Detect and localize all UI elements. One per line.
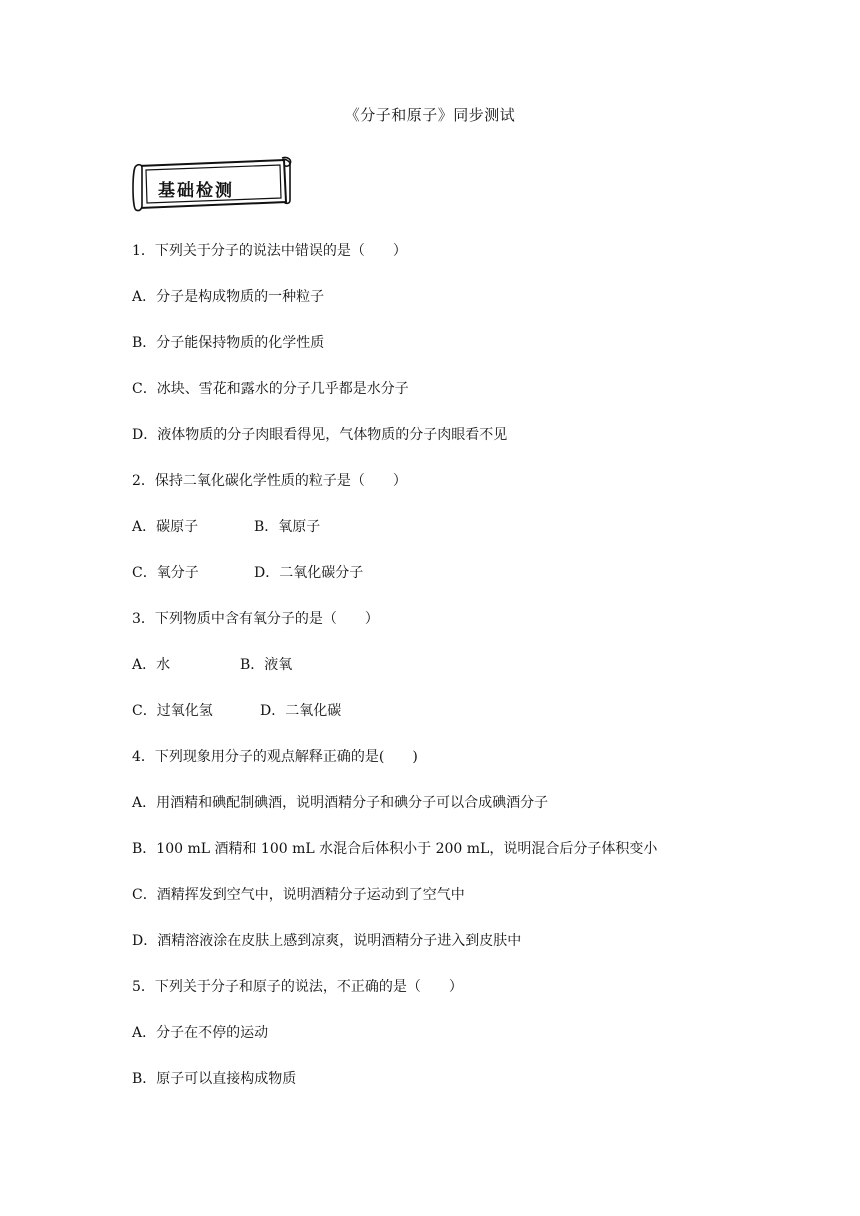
question-3-stem: 3．下列物质中含有氧分子的是（ ） xyxy=(132,611,379,627)
question-2-stem: 2．保持二氧化碳化学性质的粒子是（ ） xyxy=(132,473,407,489)
question-4-option-c: C．酒精挥发到空气中，说明酒精分子运动到了空气中 xyxy=(132,887,465,903)
question-4-option-d: D．酒精溶液涂在皮肤上感到凉爽，说明酒精分子进入到皮肤中 xyxy=(132,933,522,949)
question-5-option-b: B．原子可以直接构成物质 xyxy=(132,1071,297,1087)
question-5-stem: 5．下列关于分子和原子的说法，不正确的是（ ） xyxy=(132,979,463,995)
question-4-option-a: A．用酒精和碘配制碘酒，说明酒精分子和碘分子可以合成碘酒分子 xyxy=(132,795,549,811)
question-4-option-b: B．100 mL 酒精和 100 mL 水混合后体积小于 200 mL，说明混合后分子体积变小 xyxy=(132,841,658,857)
question-1-option-c: C．冰块、雪花和露水的分子几乎都是水分子 xyxy=(132,381,409,397)
question-2-option-c: C．氧分子 xyxy=(132,565,199,581)
section-banner-label: 基础检测 xyxy=(158,181,234,201)
question-3-option-c: C．过氧化氢 xyxy=(132,703,213,719)
question-3-option-d: D．二氧化碳 xyxy=(260,703,342,719)
question-5-option-a: A．分子在不停的运动 xyxy=(132,1025,269,1041)
question-2-option-d: D．二氧化碳分子 xyxy=(254,565,364,581)
question-2-option-b: B．氧原子 xyxy=(254,519,321,535)
question-1-option-d: D．液体物质的分子肉眼看得见，气体物质的分子肉眼看不见 xyxy=(132,427,508,443)
document-title: 《分子和原子》同步测试 xyxy=(344,106,516,124)
question-4-stem: 4．下列现象用分子的观点解释正确的是( ) xyxy=(132,749,418,765)
question-3-option-a: A．水 xyxy=(132,657,171,673)
question-3-option-b: B．液氧 xyxy=(240,657,293,673)
question-1-stem: 1．下列关于分子的说法中错误的是（ ） xyxy=(132,243,407,259)
question-1-option-b: B．分子能保持物质的化学性质 xyxy=(132,335,325,351)
question-2-option-a: A．碳原子 xyxy=(132,519,199,535)
section-banner xyxy=(132,154,296,214)
question-1-option-a: A．分子是构成物质的一种粒子 xyxy=(132,289,325,305)
